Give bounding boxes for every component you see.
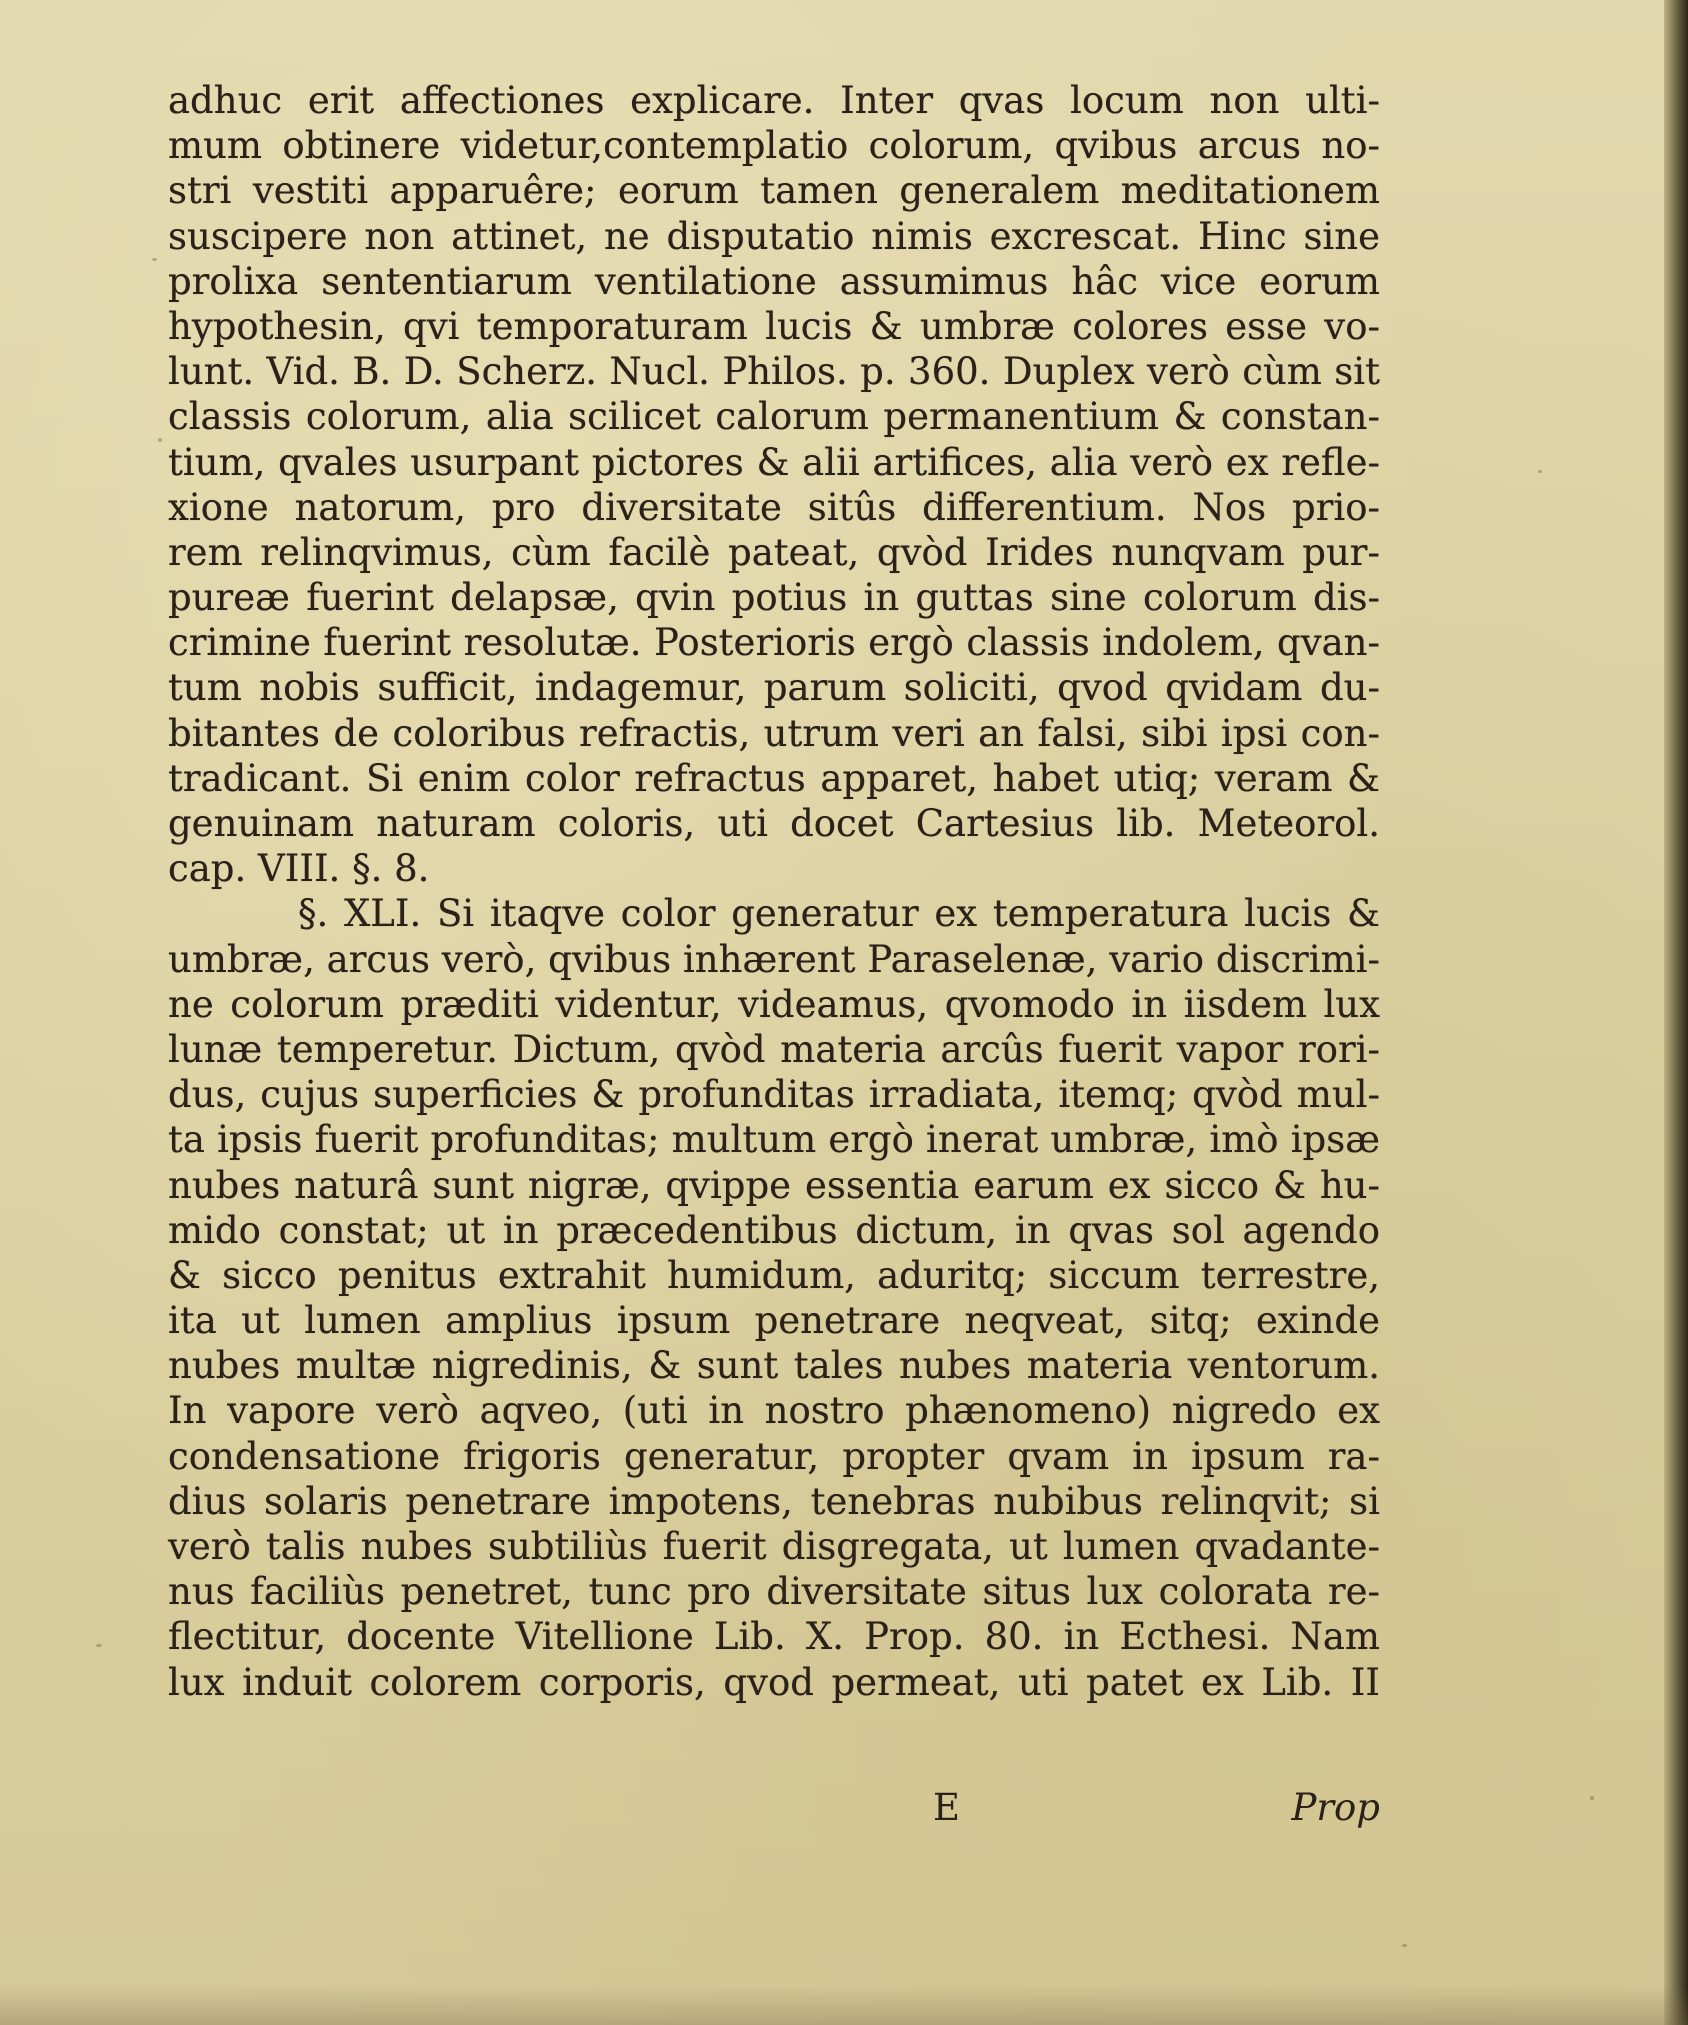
- page-bottom-shadow: [0, 1985, 1688, 2025]
- text-line: lunt. Vid. B. D. Scherz. Nucl. Philos. p. 360. Duplex verò cùm sit: [168, 350, 1380, 394]
- section-heading-line: §. XLI. Si itaqve color generatur ex temperatura lucis &: [298, 892, 1380, 936]
- text-line: In vapore verò aqveo, (uti in nostro phænomeno) nigredo ex: [168, 1389, 1380, 1433]
- page-edge-shadow: [1664, 0, 1688, 2025]
- text-line: xione natorum, pro diversitate sitûs differentium. Nos prio-: [168, 485, 1380, 529]
- text-line: lux induit colorem corporis, qvod permeat, uti patet ex Lib. II: [168, 1660, 1380, 1704]
- paper-speck: [158, 438, 162, 442]
- text-line: ta ipsis fuerit profunditas; multum ergò inerat umbræ, imò ipsæ: [168, 1118, 1380, 1162]
- text-line: condensatione frigoris generatur, propter qvam in ipsum ra-: [168, 1434, 1380, 1478]
- paper-speck: [1590, 1796, 1594, 1800]
- text-line: tradicant. Si enim color refractus apparet, habet utiq; veram &: [168, 756, 1380, 800]
- text-line: tium, qvales usurpant pictores & alii artifices, alia verò ex refle-: [168, 440, 1380, 484]
- text-line: dus, cujus superficies & profunditas irradiata, itemq; qvòd mul-: [168, 1073, 1380, 1117]
- text-line: flectitur, docente Vitellione Lib. X. Prop. 80. in Ecthesi. Nam: [168, 1615, 1380, 1659]
- text-line: umbræ, arcus verò, qvibus inhærent Paraselenæ, vario discrimi-: [168, 937, 1380, 981]
- text-line: genuinam naturam coloris, uti docet Cartesius lib. Meteorol.: [168, 802, 1380, 845]
- text-line: mido constat; ut in præcedentibus dictum, in qvas sol agendo: [168, 1208, 1380, 1252]
- paper-speck: [96, 1644, 102, 1647]
- text-line: nubes multæ nigredinis, & sunt tales nubes materia ventorum.: [168, 1344, 1380, 1388]
- text-line: ne colorum præditi videntur, videamus, qvomodo in iisdem lux: [168, 982, 1380, 1026]
- text-line: hypothesin, qvi temporaturam lucis & umbræ colores esse vo-: [168, 304, 1380, 348]
- text-line: mum obtinere videtur,contemplatio colorum, qvibus arcus no-: [168, 124, 1380, 168]
- paper-speck: [1402, 1944, 1407, 1947]
- catchword: Prop: [1291, 1786, 1380, 1829]
- page-footer: [168, 1786, 1380, 1836]
- text-line: lunæ temperetur. Dictum, qvòd materia arcûs fuerit vapor rori-: [168, 1027, 1380, 1071]
- text-line: stri vestiti apparuêre; eorum tamen generalem meditationem: [168, 169, 1380, 213]
- text-line: crimine fuerint resolutæ. Posterioris ergò classis indolem, qvan-: [168, 621, 1380, 665]
- body-text: [168, 78, 1380, 1705]
- paper-speck: [1538, 470, 1542, 473]
- text-line: cap. VIII. §. 8.: [168, 847, 430, 891]
- text-line: verò talis nubes subtiliùs fuerit disgregata, ut lumen qvadante-: [168, 1525, 1380, 1568]
- text-line: dius solaris penetrare impotens, tenebras nubibus relinqvit; si: [168, 1479, 1380, 1523]
- text-line: & sicco penitus extrahit humidum, aduritq; siccum terrestre,: [168, 1253, 1380, 1297]
- text-line: pureæ fuerint delapsæ, qvin potius in guttas sine colorum dis-: [168, 576, 1380, 620]
- signature-mark: E: [933, 1786, 961, 1829]
- text-line: classis colorum, alia scilicet calorum permanentium & constan-: [168, 395, 1380, 439]
- text-line: suscipere non attinet, ne disputatio nimis excrescat. Hinc sine: [168, 214, 1380, 258]
- text-line: nubes naturâ sunt nigræ, qvippe essentia earum ex sicco & hu-: [168, 1163, 1380, 1207]
- paper-speck: [152, 258, 157, 261]
- text-line: ita ut lumen amplius ipsum penetrare neqveat, sitq; exinde: [168, 1299, 1380, 1343]
- text-line: tum nobis sufficit, indagemur, parum soliciti, qvod qvidam du-: [168, 666, 1380, 710]
- text-line: bitantes de coloribus refractis, utrum veri an falsi, sibi ipsi con-: [168, 711, 1380, 755]
- text-line: nus faciliùs penetret, tunc pro diversitate situs lux colorata re-: [168, 1570, 1380, 1614]
- text-line: rem relinqvimus, cùm facilè pateat, qvòd Irides nunqvam pur-: [168, 530, 1380, 574]
- text-line: prolixa sententiarum ventilatione assumimus hâc vice eorum: [168, 259, 1380, 303]
- text-line: adhuc erit affectiones explicare. Inter qvas locum non ulti-: [168, 79, 1380, 122]
